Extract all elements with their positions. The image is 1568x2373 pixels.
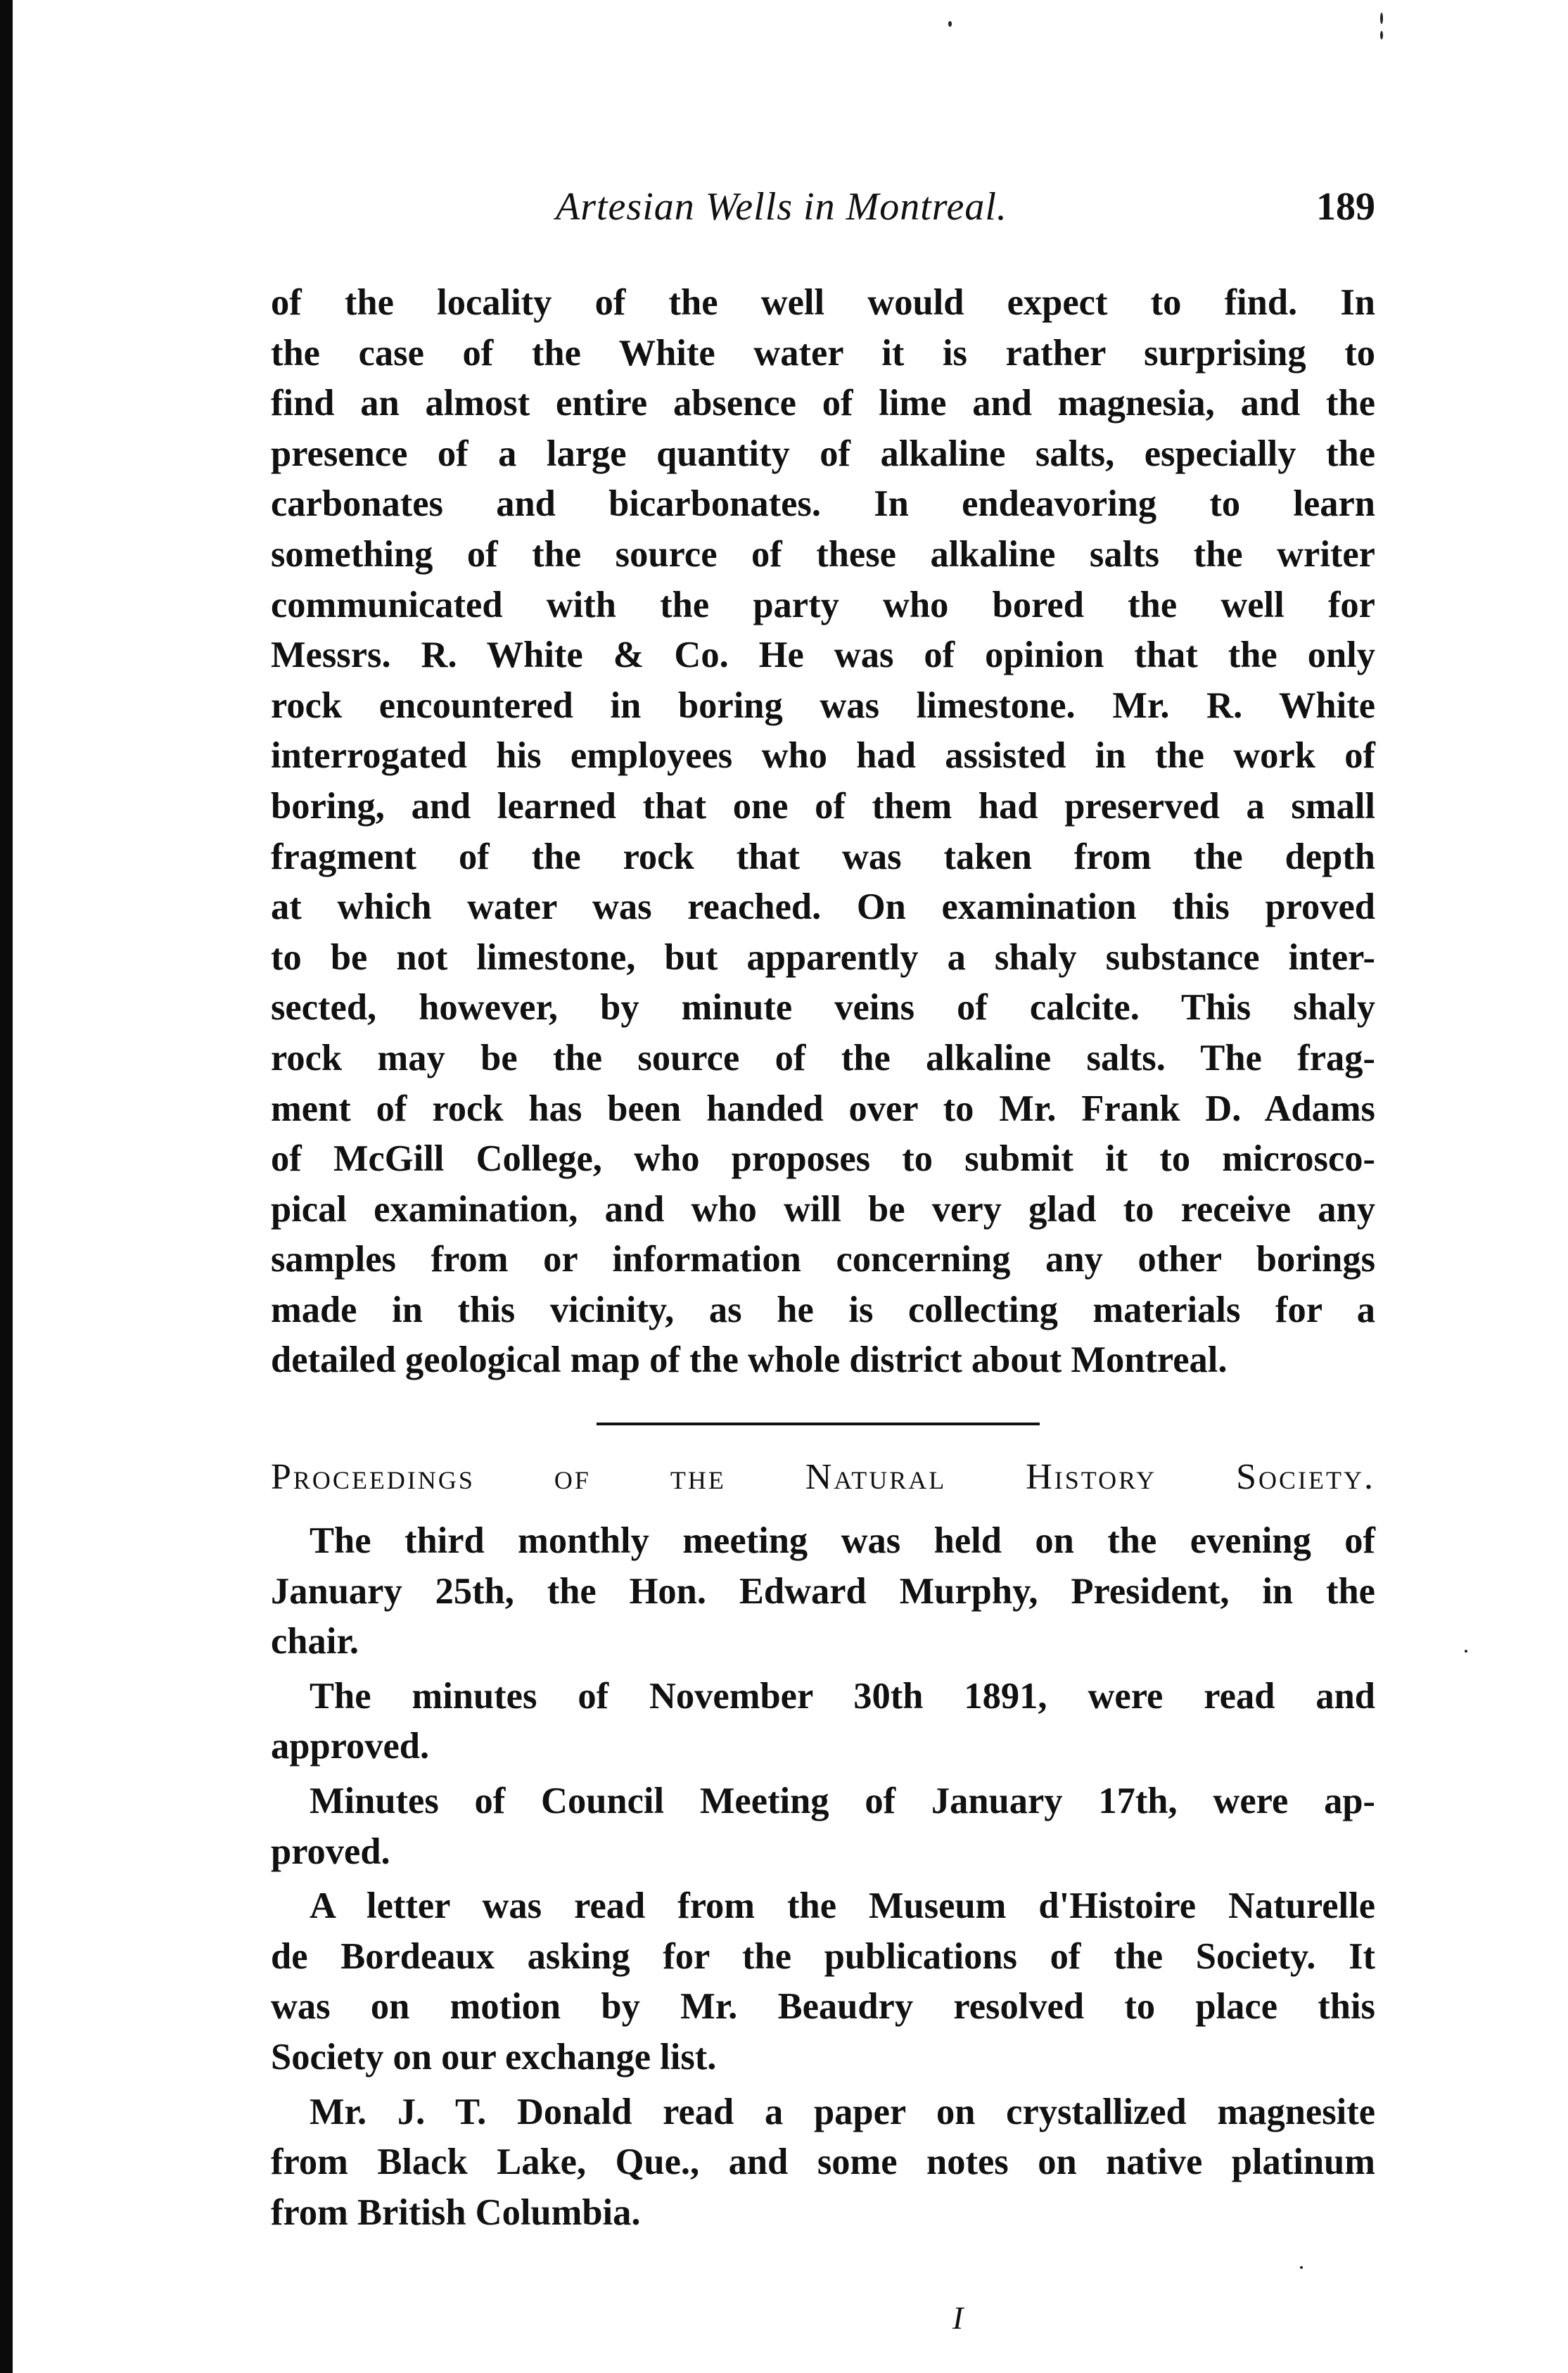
proceedings-paragraph (271, 1672, 1375, 1772)
section-heading: Proceedings of the Natural History Society. (271, 1457, 1375, 1497)
text-line: something of the source of these alkaline salts the writer (271, 533, 1375, 575)
text-line: Society on our exchange list. (271, 2036, 717, 2078)
stray-print-mark: I (952, 2300, 964, 2336)
text-line: was on motion by Mr. Beaudry resolved to place this (271, 1986, 1375, 2028)
text-line: of McGill College, who proposes to submit it to microsco- (271, 1138, 1375, 1180)
print-speck (1380, 13, 1383, 24)
text-line: sected, however, by minute veins of calcite. This shaly (271, 987, 1375, 1029)
text-line: of the locality of the well would expect to find. In (271, 282, 1375, 323)
text-line: ment of rock has been handed over to Mr. Frank D. Adams (271, 1088, 1375, 1129)
text-line: presence of a large quantity of alkaline salts, especially the (271, 433, 1375, 474)
text-line: Mr. J. T. Donald read a paper on crystallized magnesite (310, 2091, 1375, 2132)
print-speck (1380, 31, 1383, 39)
text-line: boring, and learned that one of them had preserved a small (271, 785, 1375, 827)
section-divider (597, 1423, 1040, 1425)
page-number: 189 (1316, 185, 1375, 229)
text-line: A letter was read from the Museum d'Histoire Naturelle (310, 1885, 1375, 1927)
text-line: carbonates and bicarbonates. In endeavoring to learn (271, 483, 1375, 525)
page-edge-shadow (0, 0, 13, 2373)
text-line: from British Columbia. (271, 2191, 641, 2233)
text-line: chair. (271, 1621, 359, 1662)
text-line: The third monthly meeting was held on the evening of (310, 1520, 1375, 1561)
text-line: The minutes of November 30th 1891, were read and (310, 1675, 1375, 1717)
proceedings-paragraph (271, 1881, 1375, 2082)
text-line: Minutes of Council Meeting of January 17th, were ap- (310, 1780, 1375, 1821)
print-speck (1300, 2266, 1303, 2269)
print-speck (1465, 1650, 1467, 1653)
running-title: Artesian Wells in Montreal. (556, 185, 1007, 229)
text-line: at which water was reached. On examination this proved (271, 886, 1375, 928)
text-line: January 25th, the Hon. Edward Murphy, President, in the (271, 1570, 1375, 1612)
text-line: interrogated his employees who had assisted in the work of (271, 735, 1375, 777)
text-line: pical examination, and who will be very glad to receive any (271, 1188, 1375, 1230)
text-line: made in this vicinity, as he is collecting materials for a (271, 1289, 1375, 1330)
text-line: find an almost entire absence of lime and magnesia, and the (271, 383, 1375, 424)
text-line: to be not limestone, but apparently a shaly substance inter- (271, 936, 1375, 978)
text-line: de Bordeaux asking for the publications of the Society. It (271, 1935, 1375, 1977)
text-line: from Black Lake, Que., and some notes on native platinum (271, 2142, 1375, 2183)
proceedings-paragraph (271, 2087, 1375, 2239)
text-line: approved. (271, 1726, 430, 1767)
proceedings-paragraph (271, 1776, 1375, 1877)
text-line: fragment of the rock that was taken from the depth (271, 836, 1375, 877)
proceedings-section (271, 1516, 1375, 2238)
print-speck (948, 21, 952, 27)
text-line: the case of the White water it is rather surprising to (271, 332, 1375, 374)
body-paragraph (271, 278, 1375, 1386)
text-line: detailed geological map of the whole district about Montreal. (271, 1340, 1228, 1381)
text-line: rock encountered in boring was limestone. Mr. R. White (271, 685, 1375, 726)
page-header (278, 184, 1375, 241)
text-line: communicated with the party who bored the well for (271, 584, 1375, 625)
proceedings-paragraph (271, 1516, 1375, 1667)
text-line: samples from or information concerning any other borings (271, 1239, 1375, 1280)
text-line: proved. (271, 1831, 390, 1872)
text-line: Messrs. R. White & Co. He was of opinion that the only (271, 635, 1375, 676)
text-line: rock may be the source of the alkaline salts. The frag- (271, 1037, 1375, 1079)
